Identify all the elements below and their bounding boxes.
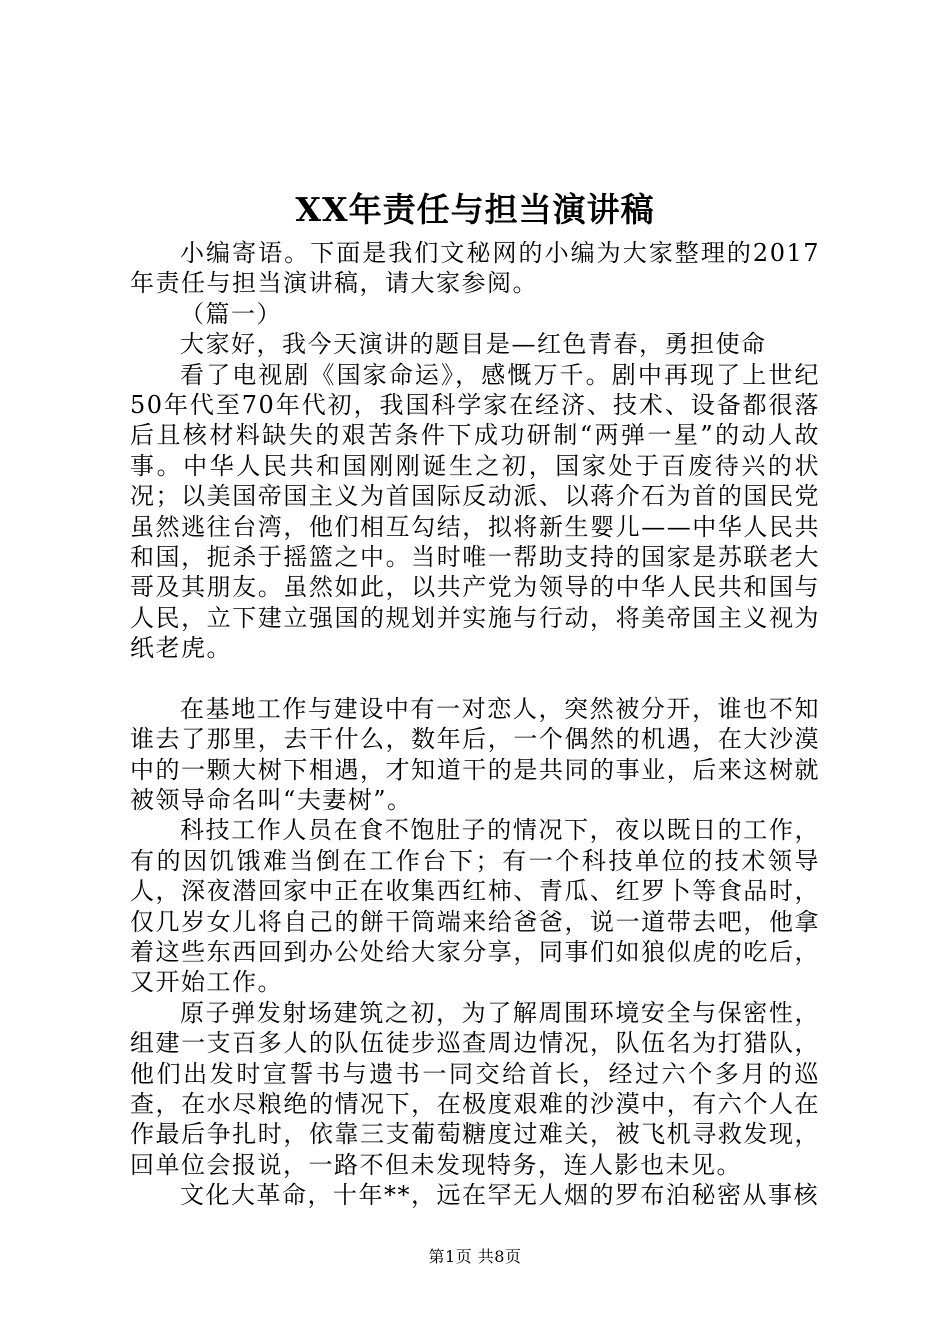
document-title: XX年责任与担当演讲稿	[295, 190, 655, 229]
body-paragraph: 原子弹发射场建筑之初，为了解周围环境安全与保密性，组建一支百多人的队伍徒步巡查周边情况，队伍名为打猎队，他们出发时宣誓书与遗书一同交给首长，经过六个多月的巡查，在水尽粮绝的情况下，在极度艰难的沙漠中，有六个人在作最后争扎时，依靠三支葡萄糖度过难关，被飞机寻救发现，回单位会报说，一路不但未发现特务，连人影也未见。	[130, 998, 820, 1179]
body-paragraph: 科技工作人员在食不饱肚子的情况下，夜以既日的工作，有的因饥饿难当倒在工作台下；有一个科技单位的技术领导人，深夜潜回家中正在收集西红柿、青瓜、红罗卜等食品时，仅几岁女儿将自己的餅干筒端来给爸爸，说一道带去吧，他拿着这些东西回到办公处给大家分享，同事们如狼似虎的吃后，又开始工作。	[130, 816, 820, 997]
body-paragraph: 文化大革命，十年**，远在罕无人烟的罗布泊秘密从事核	[180, 1181, 819, 1210]
speech-opening: 大家好，我今天演讲的题目是—红色青春，勇担使命	[180, 330, 767, 359]
document-body	[130, 238, 820, 1211]
intro-paragraph: 小编寄语。下面是我们文秘网的小编为大家整理的2017年责任与担当演讲稿，请大家参阅。	[130, 239, 820, 298]
body-paragraph: 看了电视剧《国家命运》，感慨万千。剧中再现了上世纪50年代至70年代初，我国科学家在经济、技术、设备都很落后且核材料缺失的艰苦条件下成功研制“两弹一星”的动人故事。中华人民共和国刚刚诞生之初，国家处于百废待兴的状况；以美国帝国主义为首国际反动派、以蒋介石为首的国民党虽然逃往台湾，他们相互勾结，拟将新生婴儿——中华人民共和国，扼杀于摇篮之中。当时唯一帮助支持的国家是苏联老大哥及其朋友。虽然如此，以共产党为领导的中华人民共和国与人民，立下建立强国的规划并实施与行动，将美帝国主义视为纸老虎。	[130, 360, 820, 663]
section-heading: （篇一）	[180, 299, 282, 328]
page-number-footer: 第1页 共8页	[428, 1247, 522, 1266]
body-paragraph: 在基地工作与建设中有一对恋人，突然被分开，谁也不知谁去了那里，去干什么，数年后，一个偶然的机遇，在大沙漠中的一颗大树下相遇，才知道干的是共同的事业，后来这树就被领导命名叫“夫妻树”。	[130, 694, 820, 814]
